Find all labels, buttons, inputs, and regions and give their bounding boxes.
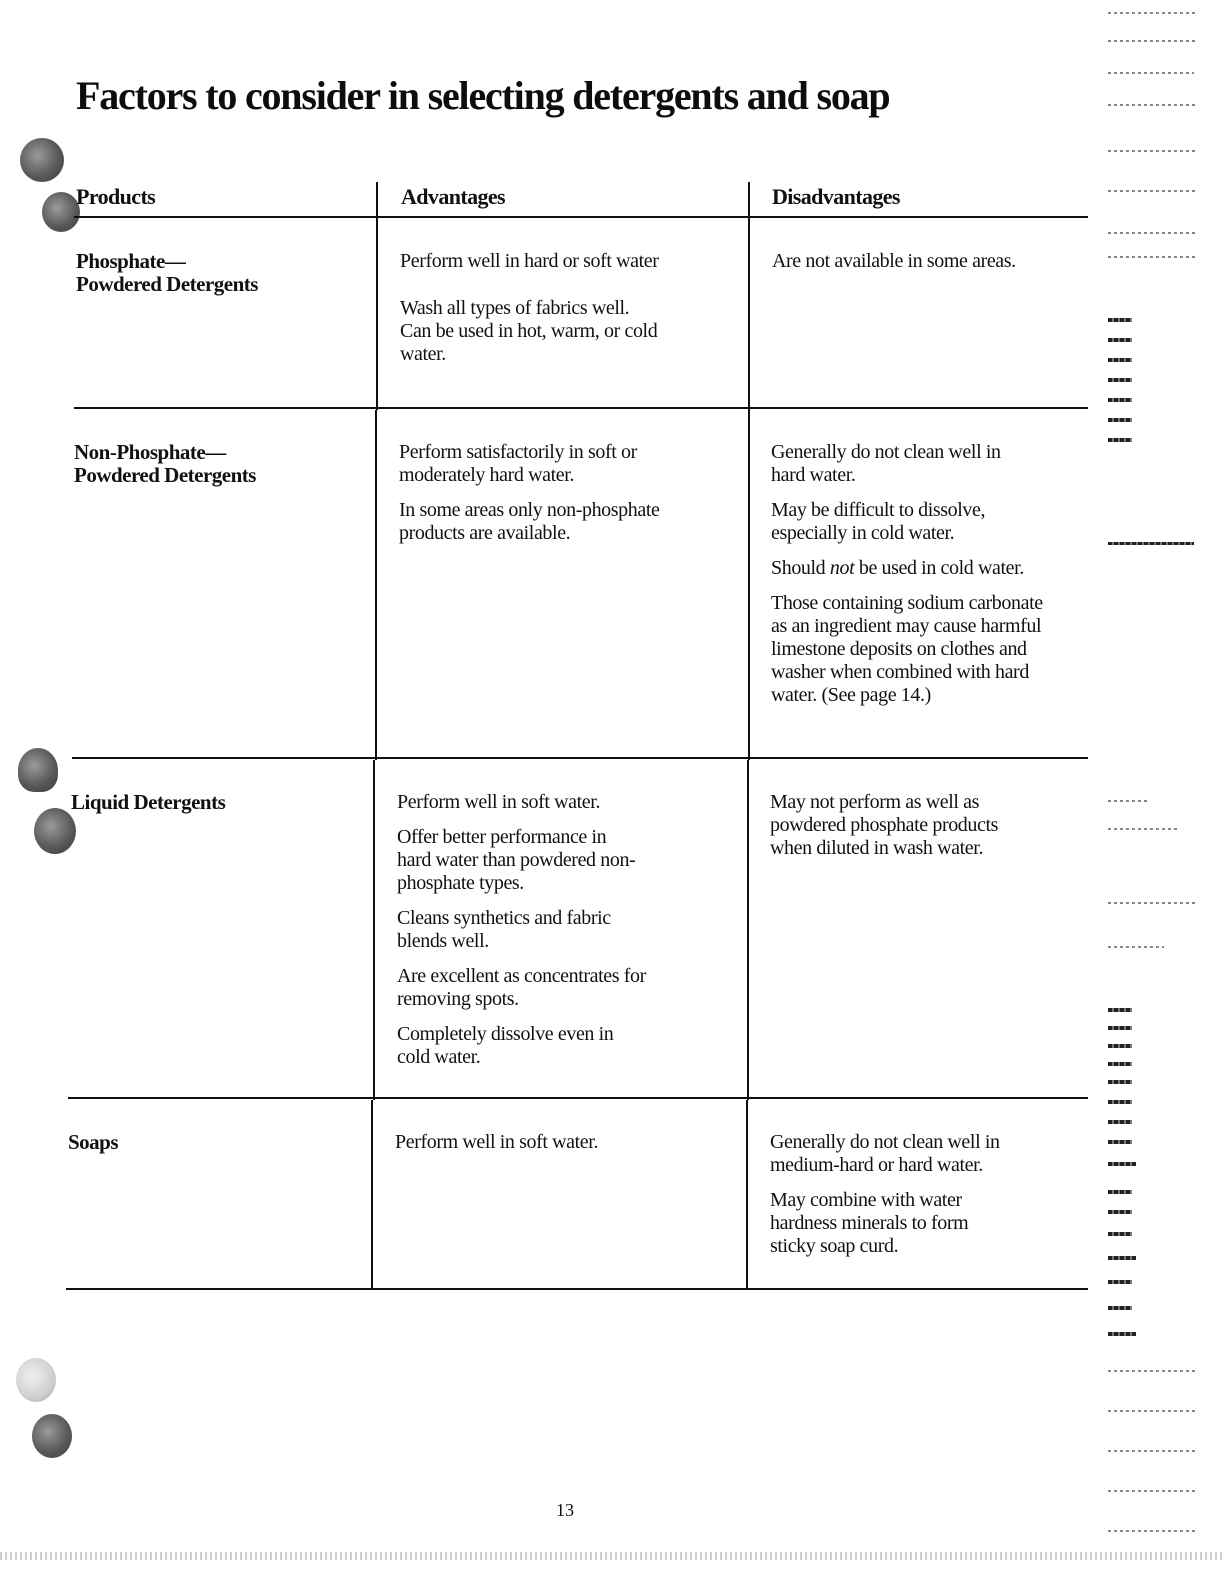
disadvantages-non-phosphate — [771, 441, 1071, 719]
scan-noise — [1108, 1044, 1132, 1048]
scan-noise — [1108, 1410, 1196, 1412]
advantage-item: Perform satisfactorily in soft or moderately hard water. — [399, 441, 637, 486]
column-divider — [748, 410, 750, 760]
scan-noise — [1108, 1280, 1132, 1284]
scan-noise — [1108, 104, 1198, 106]
column-divider — [371, 1100, 373, 1290]
disadvantage-item: May not perform as well as powdered phosphate products when diluted in wash water. — [770, 791, 999, 859]
scan-noise — [1108, 232, 1198, 234]
scan-noise — [1108, 72, 1194, 74]
scan-noise — [1108, 828, 1178, 830]
disadvantage-item: Generally do not clean well in medium-hard or hard water. — [770, 1131, 1000, 1176]
header-rule — [74, 216, 1088, 218]
advantage-item: Perform well in soft water. — [395, 1131, 599, 1153]
scan-noise — [1108, 12, 1196, 14]
punch-hole-decoration — [16, 1358, 56, 1402]
scan-noise — [1108, 40, 1198, 42]
advantage-item: Perform well in soft water. — [397, 791, 601, 813]
scan-noise — [1108, 438, 1132, 442]
advantages-liquid — [397, 791, 697, 1081]
product-liquid — [71, 791, 225, 814]
advantages-non-phosphate — [399, 441, 699, 557]
advantage-item: Offer better performance in hard water than powdered non-phosphate types. — [397, 826, 636, 894]
disadvantages-soaps — [770, 1131, 1070, 1270]
scan-noise — [1108, 1530, 1196, 1532]
scan-noise — [1108, 256, 1196, 258]
scan-noise — [1108, 1450, 1196, 1452]
scan-noise — [1108, 1490, 1196, 1492]
page-number: 13 — [556, 1500, 574, 1520]
scan-noise — [1108, 378, 1132, 382]
scan-noise — [1108, 1080, 1132, 1084]
advantage-item: Wash all types of fabrics well. Can be used in hot, warm, or cold water. — [400, 297, 658, 365]
scan-noise — [1108, 1100, 1132, 1104]
column-header-products: Products — [76, 184, 156, 209]
disadvantage-item: Are not available in some areas. — [772, 250, 1016, 272]
disadvantage-item: Should not be used in cold water. — [771, 557, 1024, 579]
scan-noise — [1108, 1306, 1132, 1310]
disadvantages-liquid — [770, 791, 1070, 872]
advantage-item: Are excellent as concentrates for removing spots. — [397, 965, 646, 1010]
punch-hole-decoration — [18, 748, 58, 792]
disadvantage-item: Those containing sodium carbonate as an ingredient may cause harmful limestone deposits on clothes and washer when combined with hard water. (See page 14.) — [771, 592, 1043, 706]
advantages-phosphate — [400, 250, 700, 378]
scan-noise — [1108, 190, 1198, 192]
scan-noise — [1108, 1332, 1136, 1336]
scan-noise — [1108, 358, 1132, 362]
scan-noise — [1108, 1008, 1132, 1012]
column-divider — [747, 760, 749, 1100]
scan-noise — [1108, 800, 1148, 802]
scan-noise — [1108, 1370, 1196, 1372]
scan-noise — [1108, 946, 1164, 948]
column-header-advantages: Advantages — [401, 184, 506, 209]
scan-noise — [1108, 1140, 1132, 1144]
emphasis-text: not — [829, 557, 855, 579]
advantage-item: In some areas only non-phosphate products are available. — [399, 499, 660, 544]
product-name-line: Powdered Detergents — [74, 463, 256, 487]
product-name-line: Liquid Detergents — [71, 790, 226, 814]
scan-noise — [1108, 418, 1132, 422]
scan-noise — [1108, 398, 1132, 402]
product-soaps — [68, 1131, 118, 1154]
scan-noise — [1108, 150, 1196, 152]
scan-noise — [1108, 1190, 1132, 1194]
product-name-line: Soaps — [68, 1130, 119, 1154]
column-divider — [746, 1100, 748, 1290]
row-rule — [72, 757, 1088, 759]
row-rule — [68, 1097, 1088, 1099]
disadvantage-item: May combine with water hardness minerals to form sticky soap curd. — [770, 1189, 969, 1257]
scan-noise — [1108, 902, 1196, 904]
punch-hole-decoration — [34, 808, 76, 854]
scan-noise — [1108, 1256, 1136, 1260]
punch-hole-decoration — [20, 138, 64, 182]
row-rule — [74, 407, 1088, 409]
scan-noise — [0, 1552, 1224, 1560]
scan-margin-artifact — [1104, 0, 1204, 1584]
punch-hole-decoration — [42, 192, 80, 232]
scan-noise — [1108, 1062, 1132, 1066]
scan-noise — [1108, 338, 1132, 342]
page-title: Factors to consider in selecting detergents and soap — [76, 73, 890, 118]
scan-noise — [1108, 1026, 1132, 1030]
advantage-item: Perform well in hard or soft water — [400, 250, 659, 272]
punch-hole-decoration — [32, 1414, 72, 1458]
scan-noise — [1108, 318, 1132, 322]
scan-noise — [1108, 542, 1194, 545]
column-header-disadvantages: Disadvantages — [772, 184, 900, 209]
advantage-item: Cleans synthetics and fabric blends well. — [397, 907, 611, 952]
column-divider — [375, 410, 377, 760]
scan-noise — [1108, 1120, 1132, 1124]
advantages-soaps — [395, 1131, 695, 1166]
product-name-line: Phosphate— — [76, 249, 186, 273]
disadvantage-item: Generally do not clean well in hard water. — [771, 441, 1001, 486]
product-non-phosphate — [74, 441, 256, 487]
row-rule — [66, 1288, 1088, 1290]
disadvantage-item: May be difficult to dissolve, especially in cold water. — [771, 499, 986, 544]
product-name-line: Non-Phosphate— — [74, 440, 226, 464]
product-phosphate — [76, 250, 258, 296]
product-name-line: Powdered Detergents — [76, 272, 258, 296]
disadvantages-phosphate — [772, 250, 1072, 285]
scan-noise — [1108, 1162, 1136, 1166]
scan-noise — [1108, 1210, 1132, 1214]
column-divider — [373, 760, 375, 1100]
scan-noise — [1108, 1232, 1132, 1236]
advantage-item: Completely dissolve even in cold water. — [397, 1023, 614, 1068]
